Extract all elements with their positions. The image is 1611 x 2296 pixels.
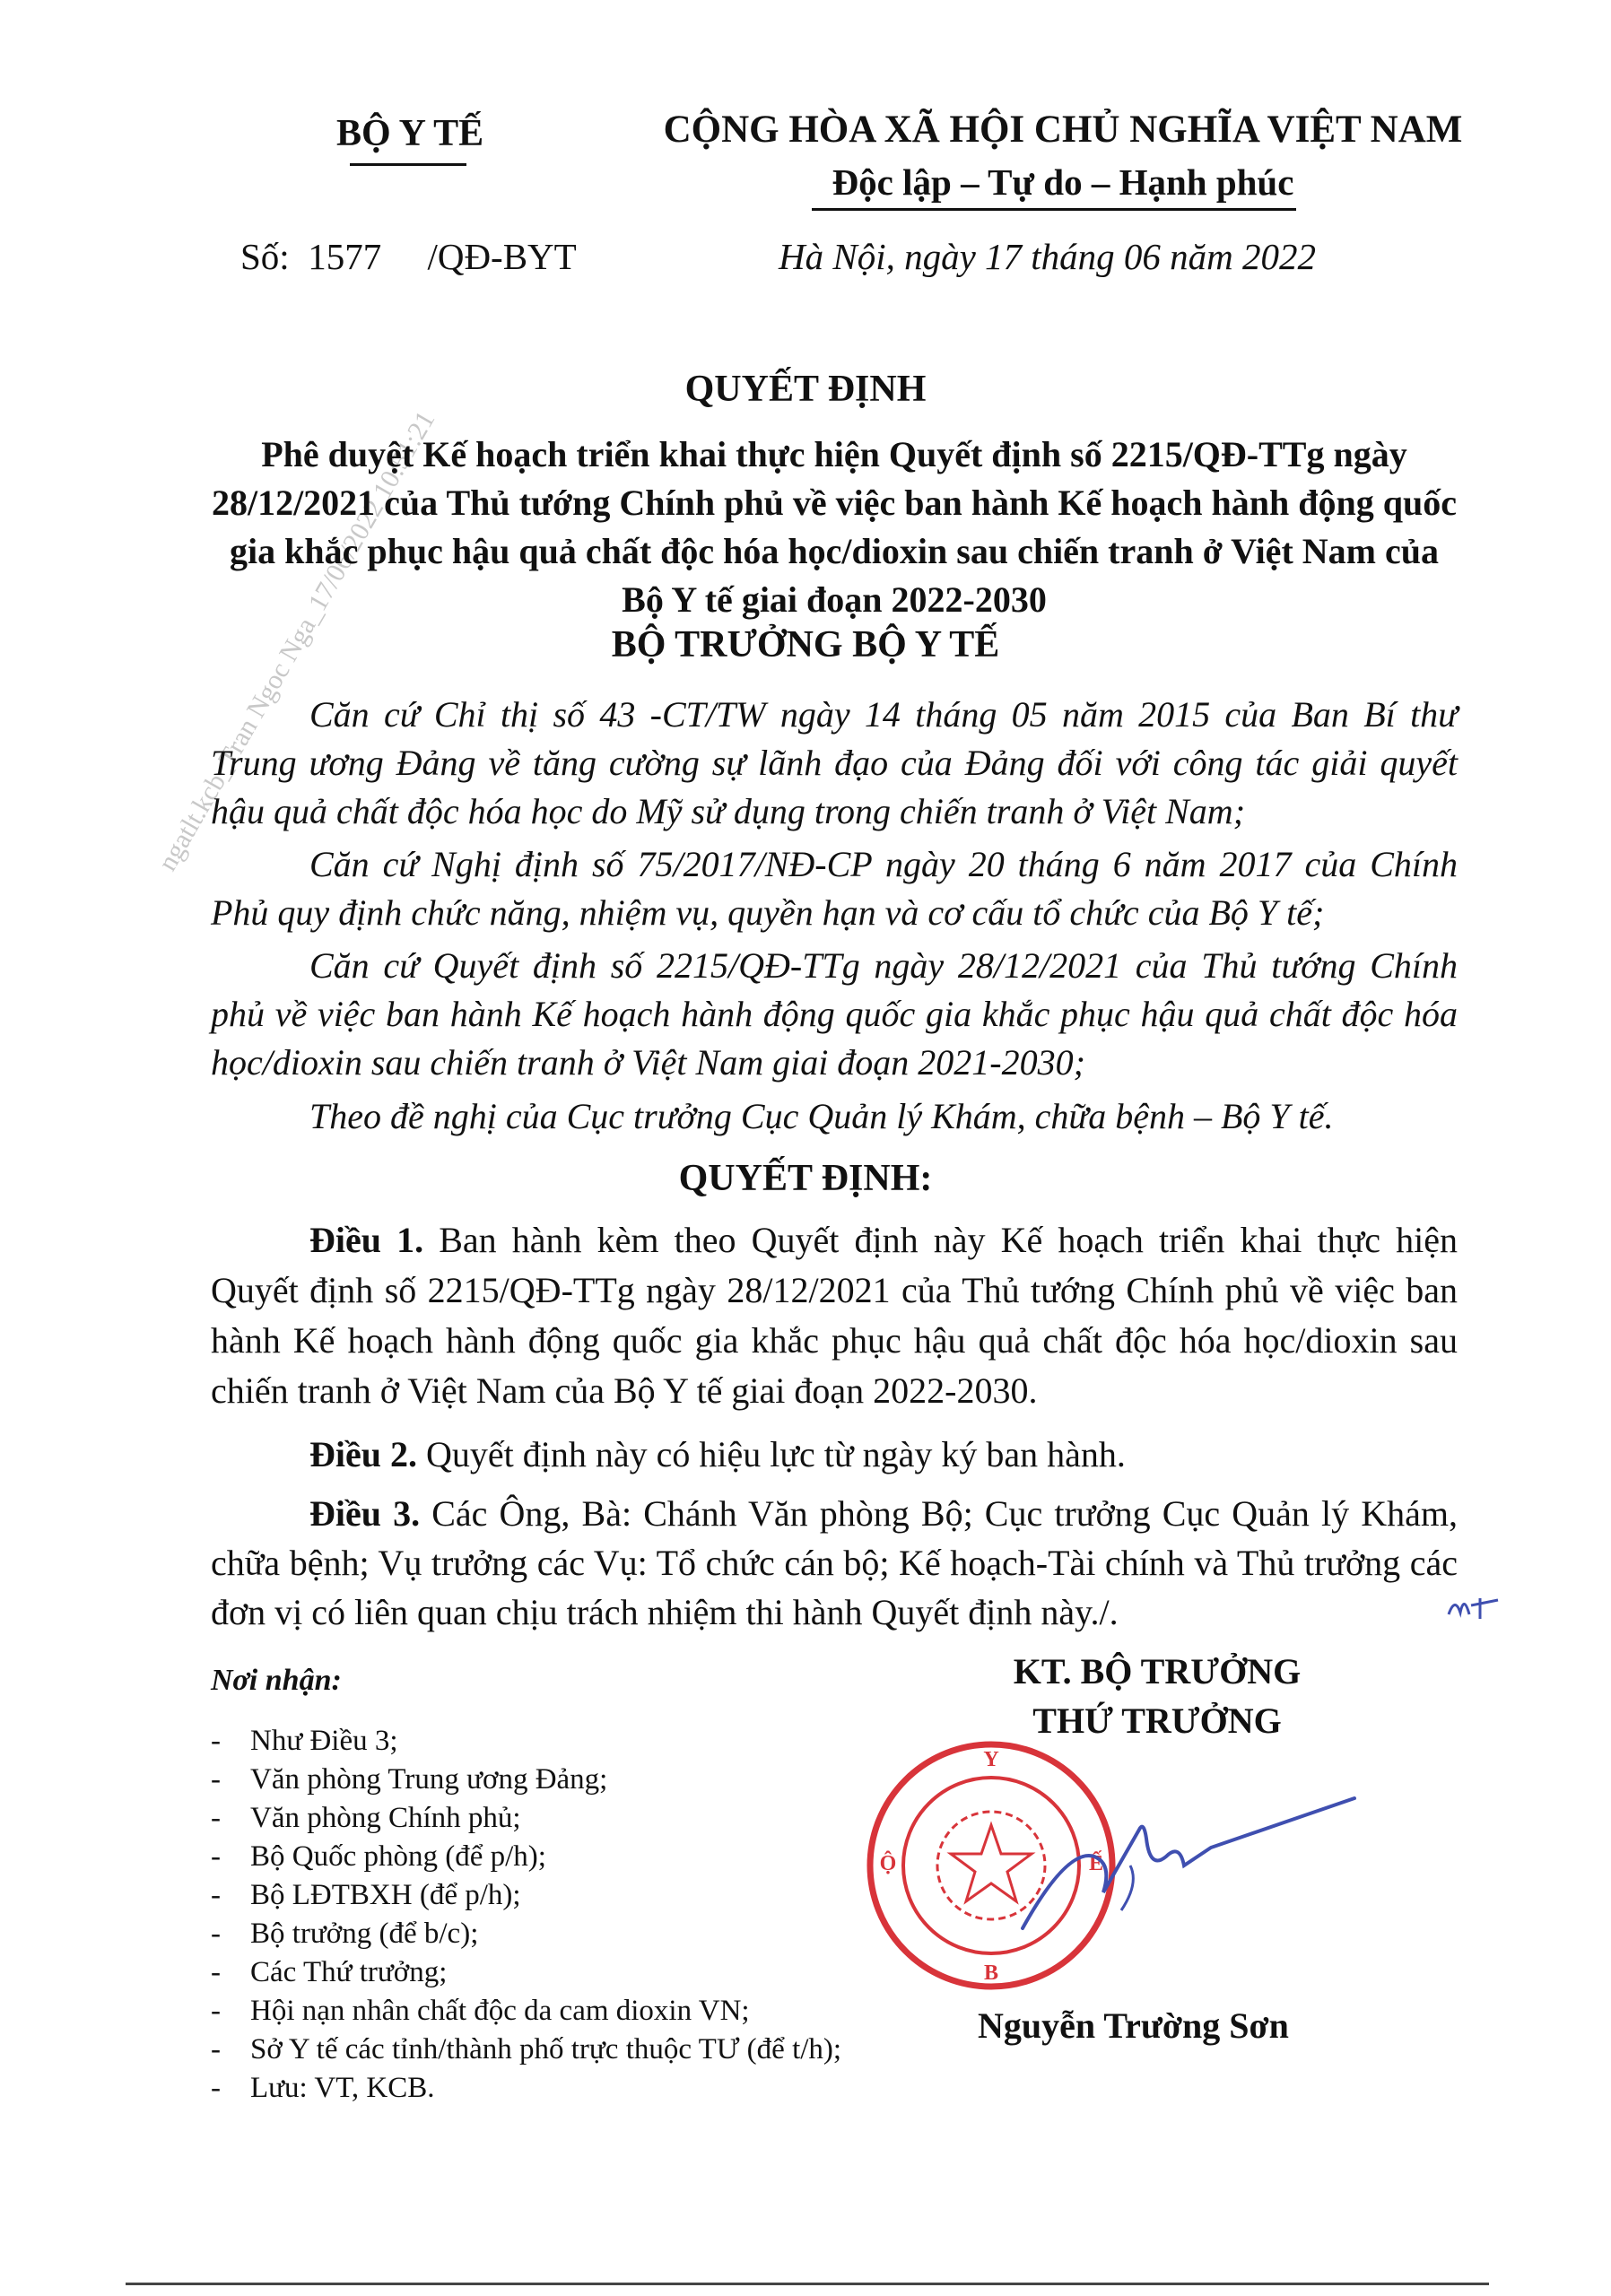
article-3: [211, 1489, 1458, 1637]
article-2-label: Điều 2.: [309, 1434, 417, 1474]
svg-text:Y: Y: [983, 1748, 999, 1771]
list-item: - Văn phòng Chính phủ;: [211, 1799, 857, 1838]
place-date: Hà Nội, ngày 17 tháng 06 năm 2022: [779, 236, 1317, 277]
article-3-label: Điều 3.: [309, 1493, 421, 1534]
list-item: - Bộ Quốc phòng (để p/h);: [211, 1838, 857, 1876]
article-1: [211, 1215, 1458, 1416]
number-suffix: /QĐ-BYT: [427, 236, 577, 277]
agency-underline: [350, 163, 466, 166]
document-subtitle: Phê duyệt Kế hoạch triển khai thực hiện Quyết định số 2215/QĐ-TTg ngày 28/12/2021 của Thủ tướng Chính phủ về việc ban hành Kế hoạch hành động quốc gia khắc phục hậu quả chất độc hóa học/dioxin sau chiến tranh ở Việt Nam của Bộ Y tế giai đoạn 2022-2030: [211, 434, 1458, 620]
recipients-list: [211, 1722, 857, 2108]
handwritten-signature-icon: [987, 1794, 1363, 1955]
list-item: - Bộ trưởng (để b/c);: [211, 1915, 857, 1953]
signature-on-behalf: KT. BỘ TRƯỞNG: [1013, 1651, 1302, 1692]
list-item: - Hội nạn nhân chất độc da cam dioxin VN;: [211, 1992, 857, 2031]
basis-1: Căn cứ Chỉ thị số 43 -CT/TW ngày 14 tháng 05 năm 2015 của Ban Bí thư Trung ương Đảng về tăng cường sự lãnh đạo của Đảng đối với công tác giải quyết hậu quả chất độc hóa học do Mỹ sử dụng trong chiến tranh ở Việt Nam;: [211, 694, 1458, 831]
basis-4: Theo đề nghị của Cục trưởng Cục Quản lý Khám, chữa bệnh – Bộ Y tế.: [309, 1096, 1334, 1136]
document-title: QUYẾT ĐỊNH: [684, 369, 927, 410]
signature-position: THỨ TRƯỞNG: [1032, 1700, 1282, 1741]
basis-2: Căn cứ Nghị định số 75/2017/NĐ-CP ngày 20 tháng 6 năm 2017 của Chính Phủ quy định chức năng, nhiệm vụ, quyền hạn và cơ cấu tổ chức của Bộ Y tế;: [211, 844, 1458, 933]
digital-signature-watermark: ngatlt.kcb_Tran Ngoc Nga_17/06/2022 10:51:21: [152, 405, 441, 876]
document-number: [240, 235, 577, 278]
initial-mark-icon: [1444, 1587, 1507, 1632]
svg-text:B: B: [983, 1961, 999, 1985]
list-item: - Bộ LĐTBXH (để p/h);: [211, 1876, 857, 1915]
list-item: - Sở Y tế các tỉnh/thành phố trực thuộc TƯ (để t/h);: [211, 2031, 857, 2069]
svg-text:Ế: Ế: [1088, 1852, 1104, 1875]
recipients-title: Nơi nhận:: [211, 1664, 342, 1697]
signer-name: Nguyễn Trường Sơn: [978, 2005, 1289, 2046]
article-1-label: Điều 1.: [309, 1220, 424, 1260]
article-2-text: Quyết định này có hiệu lực từ ngày ký ban hành.: [417, 1434, 1126, 1474]
national-header: [659, 108, 1467, 204]
motto-underline: [812, 208, 1296, 211]
bottom-scan-edge: [126, 2283, 1489, 2285]
nation-name: CỘNG HÒA XÃ HỘI CHỦ NGHĨA VIỆT NAM: [663, 109, 1463, 151]
basis-3: Căn cứ Quyết định số 2215/QĐ-TTg ngày 28/12/2021 của Thủ tướng Chính phủ về việc ban hành Kế hoạch hành động quốc gia khắc phục hậu quả chất độc hóa học/dioxin sau chiến tranh ở Việt Nam giai đoạn 2021-2030;: [211, 945, 1458, 1083]
list-item: - Các Thứ trưởng;: [211, 1953, 857, 1992]
list-item: - Văn phòng Trung ương Đảng;: [211, 1761, 857, 1799]
list-item: - Lưu: VT, KCB.: [211, 2069, 857, 2108]
number-value: 1577: [308, 236, 382, 277]
svg-text:Ộ: Ộ: [879, 1852, 897, 1875]
article-3-text: Các Ông, Bà: Chánh Văn phòng Bộ; Cục trưởng Cục Quản lý Khám, chữa bệnh; Vụ trưởng các Vụ: Tổ chức cán bộ; Kế hoạch-Tài chính và Thủ trưởng các đơn vị có liên quan chịu trách nhiệm thi hành Quyết định này./.: [211, 1493, 1459, 1632]
number-label: Số:: [240, 236, 290, 277]
list-item: - Như Điều 3;: [211, 1722, 857, 1761]
article-2: [211, 1431, 1458, 1479]
article-1-text: Ban hành kèm theo Quyết định này Kế hoạch triển khai thực hiện Quyết định số 2215/QĐ-TTg ngày 28/12/2021 của Thủ tướng Chính phủ về việc ban hành Kế hoạch hành động quốc gia khắc phục hậu quả chất độc hóa học/dioxin sau chiến tranh ở Việt Nam của Bộ Y tế giai đoạn 2022-2030.: [211, 1220, 1458, 1411]
decision-heading: QUYẾT ĐỊNH:: [678, 1158, 933, 1199]
motto: Độc lập – Tự do – Hạnh phúc: [832, 161, 1294, 203]
agency-name: BỘ Y TẾ: [336, 113, 484, 154]
issuer-title: BỘ TRƯỞNG BỘ Y TẾ: [611, 624, 1000, 665]
